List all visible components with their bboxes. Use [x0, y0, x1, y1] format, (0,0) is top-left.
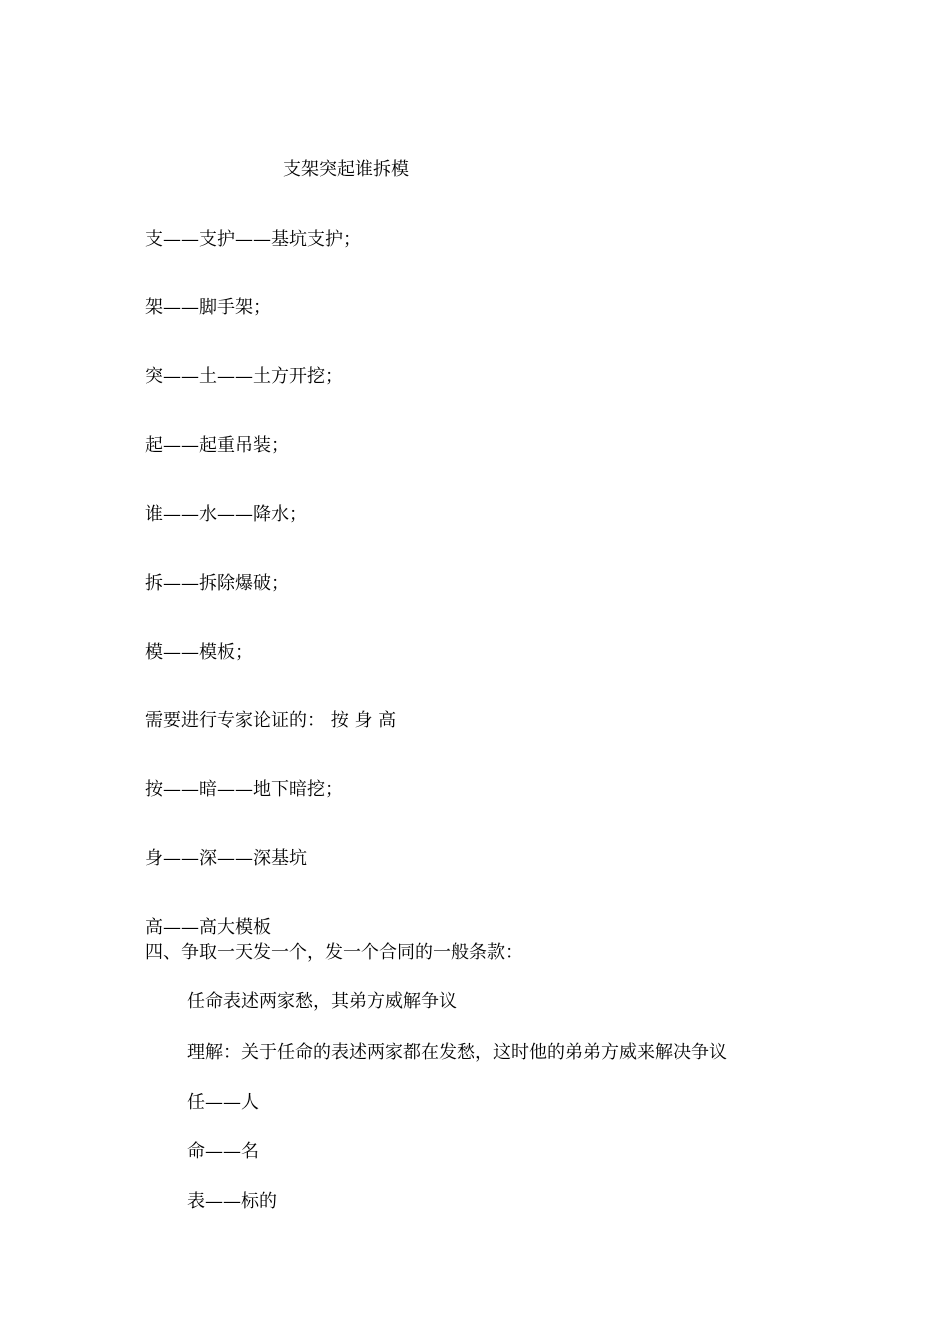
- section-line-ren: 任——人: [187, 1092, 259, 1113]
- document-title: 支架突起谁拆模: [283, 159, 409, 180]
- section-line-verse: 任命表述两家愁，其弟方威解争议: [187, 991, 457, 1012]
- section-line-biao: 表——标的: [187, 1191, 277, 1212]
- mnemonic-line-qi: 起——起重吊装；: [145, 435, 289, 456]
- mnemonic-line-shen: 身——深——深基坑: [145, 848, 307, 869]
- mnemonic-line-jia: 架——脚手架；: [145, 297, 271, 318]
- mnemonic-line-shui: 谁——水——降水；: [145, 504, 307, 525]
- mnemonic-line-tu: 突——土——土方开挖；: [145, 366, 343, 387]
- section-line-explanation: 理解：关于任命的表述两家都在发愁，这时他的弟弟方威来解决争议: [187, 1042, 727, 1063]
- mnemonic-line-an: 按——暗——地下暗挖；: [145, 779, 343, 800]
- mnemonic-line-mo: 模——模板；: [145, 642, 253, 663]
- mnemonic-line-gao: 高——高大模板: [145, 917, 271, 938]
- section-line-ming: 命——名: [187, 1141, 259, 1162]
- mnemonic-line-chai: 拆——拆除爆破；: [145, 573, 289, 594]
- mnemonic-line-zhi: 支——支护——基坑支护；: [145, 229, 361, 250]
- expert-review-heading: 需要进行专家论证的： 按 身 高: [145, 710, 397, 731]
- section-heading: 四、争取一天发一个，发一个合同的一般条款：: [145, 942, 523, 963]
